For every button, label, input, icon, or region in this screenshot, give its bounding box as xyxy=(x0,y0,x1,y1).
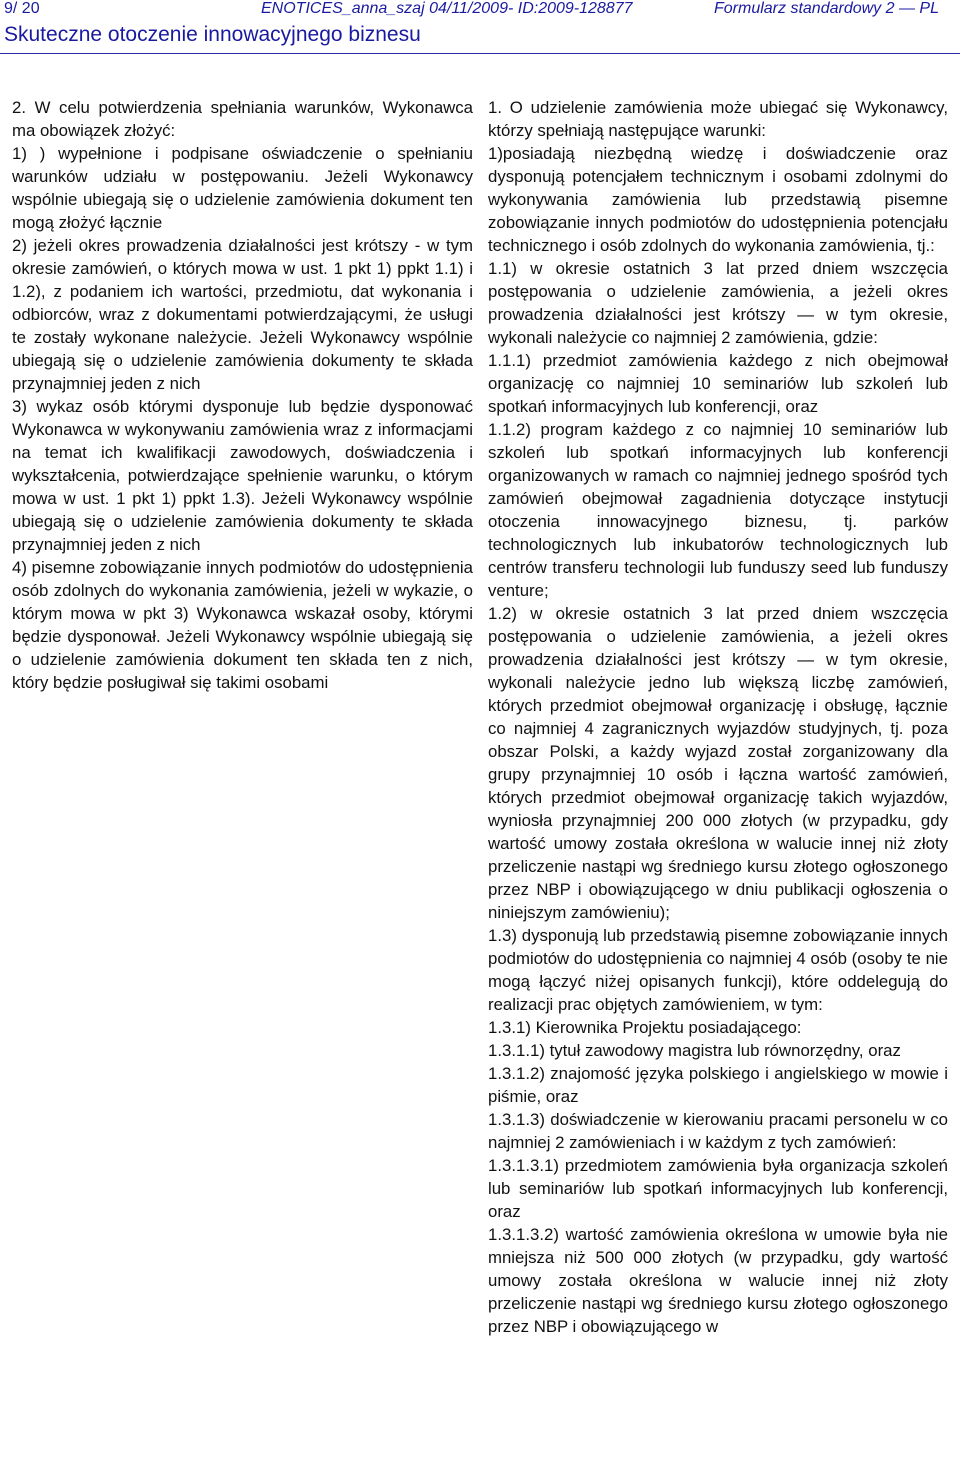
paragraph: 1.3.1.3.1) przedmiotem zamówienia była organizacja szkoleń lub seminariów lub spotkań informacyjnych lub konferencji, oraz xyxy=(488,1156,948,1221)
page-number: 9/ 20 xyxy=(4,0,40,17)
paragraph: 1)posiadają niezbędną wiedzę i doświadczenie oraz dysponują potencjałem technicznym i osobami zdolnymi do wykonywania zamówienia lub przedstawią pisemne zobowiązanie innych podmiotów do udostępnienia potencjału technicznego i osób zdolnych do wykonania zamówienia, tj.: xyxy=(488,144,948,255)
paragraph: 1.1.2) program każdego z co najmniej 10 seminariów lub szkoleń lub spotkań informacyjnych lub konferencji organizowanych w ramach co najmniej jednego spośród tych zamówień obejmował zagadnienia dotyczące instytucji otoczenia innowacyjnego biznesu, tj. parków technologicznych lub inkubatorów technologicznych lub centrów transferu technologii lub funduszy seed lub funduszy venture; xyxy=(488,420,948,600)
document-id: ENOTICES_anna_szaj 04/11/2009- ID:2009-128877 xyxy=(261,0,633,17)
paragraph: 4) pisemne zobowiązanie innych podmiotów do udostępnienia osób zdolnych do wykonania zamówienia, jeżeli w wykazie, o którym mowa w pkt 3) Wykonawca wskazał osoby, którymi będzie dysponował. Jeżeli Wykonawcy wspólnie ubiegają się o udzielenie zamówienia dokument ten składa ten z nich, który będzie posługiwał się takimi osobami xyxy=(12,558,473,692)
paragraph: 2) jeżeli okres prowadzenia działalności jest krótszy - w tym okresie zamówień, o których mowa w ust. 1 pkt 1) ppkt 1.1) i 1.2), z podaniem ich wartości, przedmiotu, dat wykonania i odbiorców, wraz z dokumentami potwierdzającymi, że usługi te zostały wykonane należycie. Jeżeli Wykonawcy wspólnie ubiegają się o udzielenie zamówienia dokumenty te składa przynajmniej jeden z nich xyxy=(12,236,473,393)
paragraph: 1.3.1) Kierownika Projektu posiadającego: xyxy=(488,1018,802,1037)
paragraph: 1.3.1.3.2) wartość zamówienia określona w umowie była nie mniejsza niż 500 000 złotych (w przypadku, gdy wartość umowy została określona w walucie innej niż złoty przeliczenie nastąpi wg średniego kursu złotego ogłoszonego przez NBP i obowiązującego w xyxy=(488,1225,948,1336)
header-divider xyxy=(0,53,960,54)
document-title: Skuteczne otoczenie innowacyjnego biznesu xyxy=(4,23,421,46)
paragraph: 1. O udzielenie zamówienia może ubiegać się Wykonawcy, którzy spełniają następujące warunki: xyxy=(488,98,948,140)
left-column xyxy=(12,96,473,694)
paragraph: 3) wykaz osób którymi dysponuje lub będzie dysponować Wykonawca w wykonywaniu zamówienia wraz z informacjami na temat ich kwalifikacji zawodowych, doświadczenia i wykształcenia, potwierdzające spełnienie warunku, o którym mowa w ust. 1 pkt 1) ppkt 1.3). Jeżeli Wykonawcy wspólnie ubiegają się o udzielenie zamówienia dokumenty te składa przynajmniej jeden z nich xyxy=(12,397,473,554)
paragraph: 1.1.1) przedmiot zamówienia każdego z nich obejmował organizację co najmniej 10 seminariów lub szkoleń lub spotkań informacyjnych lub konferencji, oraz xyxy=(488,351,948,416)
right-column xyxy=(488,96,948,1338)
paragraph: 2. W celu potwierdzenia spełniania warunków, Wykonawca ma obowiązek złożyć: xyxy=(12,98,473,140)
paragraph: 1.1) w okresie ostatnich 3 lat przed dniem wszczęcia postępowania o udzielenie zamówienia, a jeżeli okres prowadzenia działalności jest krótszy — w tym okresie, wykonali należycie co najmniej 2 zamówienia, gdzie: xyxy=(488,259,948,347)
paragraph: 1.3.1.2) znajomość języka polskiego i angielskiego w mowie i piśmie, oraz xyxy=(488,1064,948,1106)
paragraph: 1.3.1.1) tytuł zawodowy magistra lub równorzędny, oraz xyxy=(488,1041,901,1060)
paragraph: 1.3) dysponują lub przedstawią pisemne zobowiązanie innych podmiotów do udostępnienia co najmniej 4 osób (osoby te nie mogą łączyć niżej opisanych funkcji), które oddelegują do realizacji prac objętych zamówieniem, w tym: xyxy=(488,926,948,1014)
paragraph: 1.3.1.3) doświadczenie w kierowaniu pracami personelu w co najmniej 2 zamówieniach i w każdym z tych zamówień: xyxy=(488,1110,948,1152)
form-type: Formularz standardowy 2 — PL xyxy=(714,0,939,17)
paragraph: 1) ) wypełnione i podpisane oświadczenie o spełnianiu warunków udziału w postępowaniu. Jeżeli Wykonawcy wspólnie ubiegają się o udzielenie zamówienia dokument ten mogą złożyć łącznie xyxy=(12,144,473,232)
paragraph: 1.2) w okresie ostatnich 3 lat przed dniem wszczęcia postępowania o udzielenie zamówienia, a jeżeli okres prowadzenia działalności jest krótszy — w tym okresie, wykonali należycie jedno lub większą liczbę zamówień, których przedmiot obejmował organizację i obsługę, łącznie co najmniej 4 zagranicznych wyjazdów studyjnych, tj. poza obszar Polski, a każdy wyjazd został zorganizowany dla grupy przynajmniej 10 osób i łączna wartość zamówień, których przedmiot obejmował organizację takich wyjazdów, wyniosła przynajmniej 200 000 złotych (w przypadku, gdy wartość umowy została określona w walucie innej niż złoty przeliczenie nastąpi wg średniego kursu złotego ogłoszonego przez NBP i obowiązującego w dniu publikacji ogłoszenia o niniejszym zamówieniu); xyxy=(488,604,948,922)
